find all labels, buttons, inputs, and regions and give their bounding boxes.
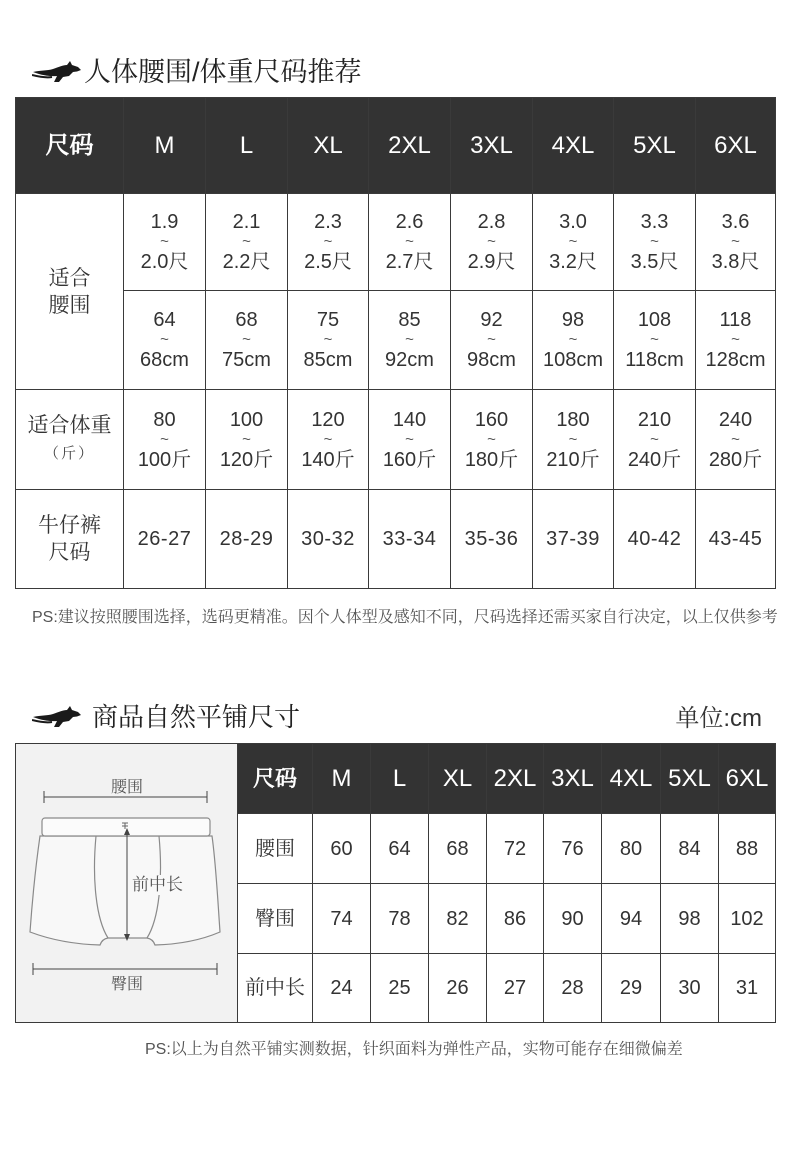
range-separator: ~	[405, 430, 414, 448]
range-separator: ~	[405, 233, 414, 250]
front-rise-value-cell: 25	[371, 954, 428, 1022]
waist-cm-cell	[451, 291, 532, 389]
range-from: 100	[229, 408, 264, 431]
waist-cm-cell	[124, 291, 205, 389]
range-from: 64	[153, 309, 176, 331]
weight-unit-label: （斤）	[43, 444, 95, 462]
diagram-front-rise-label: 前中长	[132, 875, 183, 894]
range-to: 3.8尺	[711, 251, 760, 273]
range-to: 2.7尺	[385, 251, 434, 273]
weight-cell	[288, 390, 368, 489]
range-to: 3.5尺	[630, 251, 679, 273]
hip-value-cell: 98	[661, 884, 718, 953]
range-from: 108	[637, 309, 672, 331]
size-column-header-2xl: 2XL	[487, 744, 543, 813]
waist-chi-cell	[696, 194, 775, 290]
range-to: 180斤	[464, 448, 519, 471]
range-from: 120	[311, 408, 345, 431]
flat-measurement-table	[15, 743, 776, 1023]
range-to: 160斤	[382, 448, 437, 471]
range-separator: ~	[487, 233, 496, 250]
range-separator: ~	[568, 233, 578, 250]
range-separator: ~	[487, 430, 496, 448]
range-from: 2.8	[477, 211, 506, 233]
hip-value-cell: 78	[371, 884, 428, 953]
waist-chi-cell	[369, 194, 450, 290]
hip-value-cell: 74	[313, 884, 370, 953]
size-column-header-l: L	[371, 744, 428, 813]
range-from: 80	[153, 408, 176, 431]
range-to: 3.2尺	[549, 251, 597, 273]
range-separator: ~	[160, 233, 169, 250]
range-separator: ~	[160, 430, 169, 448]
range-from: 240	[718, 408, 753, 431]
size-column-header-3xl: 3XL	[544, 744, 601, 813]
size-column-header-m: M	[124, 98, 205, 193]
range-from: 210	[637, 408, 672, 431]
diagram-cell	[16, 744, 237, 1022]
weight-cell	[451, 390, 532, 489]
hip-row-label: 臀围	[238, 884, 312, 953]
waist-value-cell: 84	[661, 814, 718, 883]
waist-chi-cell	[206, 194, 287, 290]
weight-cell	[206, 390, 287, 489]
jeans-row-label	[16, 490, 123, 588]
jeans-label-line: 尺码	[48, 541, 91, 564]
range-to: 2.5尺	[304, 251, 352, 273]
underwear-diagram	[16, 744, 237, 1022]
waist-row-label: 腰围	[238, 814, 312, 883]
hip-value-cell: 102	[719, 884, 775, 953]
diagram-waist-label: 腰围	[110, 779, 144, 796]
jeans-size-cell: 43-45	[696, 490, 775, 588]
hip-value-cell: 86	[487, 884, 543, 953]
range-to: 85cm	[303, 349, 353, 371]
waist-chi-cell	[533, 194, 613, 290]
size-column-header-5xl: 5XL	[661, 744, 718, 813]
unit-label: 单位:cm	[675, 705, 762, 732]
weight-cell	[696, 390, 775, 489]
front-rise-row-label: 前中长	[238, 954, 312, 1022]
range-from: 3.6	[721, 211, 750, 233]
weight-cell	[369, 390, 450, 489]
front-rise-value-cell: 28	[544, 954, 601, 1022]
range-from: 75	[316, 309, 340, 331]
jeans-size-cell: 40-42	[614, 490, 695, 588]
range-separator: ~	[242, 430, 251, 448]
front-rise-value-cell: 31	[719, 954, 775, 1022]
weight-row-label	[16, 390, 123, 489]
recommendation-heading	[32, 57, 362, 87]
weight-cell	[614, 390, 695, 489]
range-from: 3.0	[559, 211, 587, 233]
front-rise-value-cell: 27	[487, 954, 543, 1022]
hip-value-cell: 94	[602, 884, 660, 953]
size-column-header-3xl: 3XL	[451, 98, 532, 193]
front-rise-value-cell: 29	[602, 954, 660, 1022]
range-to: 280斤	[708, 448, 763, 471]
recommendation-note: PS:建议按照腰围选择，选码更精准。因个人体型及感知不同，尺码选择还需买家自行决定，以上仅供参考	[32, 609, 778, 626]
waist-chi-cell	[451, 194, 532, 290]
range-from: 1.9	[150, 211, 179, 233]
jeans-label-line: 牛仔裤	[38, 514, 101, 537]
range-from: 68	[235, 309, 258, 331]
waist-chi-cell	[124, 194, 205, 290]
recommendation-title: 人体腰围/体重尺码推荐	[84, 57, 362, 87]
jeans-size-cell: 37-39	[533, 490, 613, 588]
size-header: 尺码	[238, 744, 312, 813]
jeans-size-cell: 30-32	[288, 490, 368, 588]
range-from: 2.3	[314, 211, 342, 233]
size-column-header-xl: XL	[429, 744, 486, 813]
range-from: 2.6	[395, 211, 424, 233]
range-separator: ~	[242, 331, 251, 348]
range-from: 92	[480, 309, 503, 331]
range-from: 98	[561, 309, 585, 331]
weight-label: 适合体重	[27, 413, 112, 437]
range-from: 2.1	[232, 211, 261, 233]
weight-cell	[124, 390, 205, 489]
waist-value-cell: 72	[487, 814, 543, 883]
horse-logo-icon	[32, 705, 82, 729]
range-separator: ~	[242, 233, 251, 250]
hip-dimension-line	[33, 963, 217, 975]
horse-logo-icon	[32, 60, 82, 84]
jeans-size-cell: 26-27	[124, 490, 205, 588]
range-from: 85	[398, 309, 421, 331]
hip-value-cell: 82	[429, 884, 486, 953]
range-separator: ~	[323, 233, 333, 250]
range-from: 3.3	[640, 211, 669, 233]
range-to: 240斤	[627, 448, 682, 471]
range-to: 120斤	[219, 448, 274, 471]
waist-value-cell: 60	[313, 814, 370, 883]
waist-row-label	[16, 194, 123, 389]
range-separator: ~	[323, 430, 333, 448]
waist-value-cell: 76	[544, 814, 601, 883]
range-to: 100斤	[137, 448, 192, 471]
trunks-outline	[30, 836, 220, 945]
range-separator: ~	[731, 430, 740, 448]
range-to: 68cm	[140, 349, 189, 371]
range-separator: ~	[731, 331, 740, 348]
range-to: 140斤	[301, 448, 355, 471]
range-from: 140	[392, 408, 427, 431]
front-rise-value-cell: 26	[429, 954, 486, 1022]
size-header: 尺码	[16, 98, 123, 193]
range-separator: ~	[487, 331, 496, 348]
recommendation-table	[15, 97, 776, 589]
waist-value-cell: 88	[719, 814, 775, 883]
waist-cm-cell	[288, 291, 368, 389]
range-to: 128cm	[705, 349, 766, 371]
range-from: 160	[474, 408, 509, 431]
waist-cm-cell	[533, 291, 613, 389]
range-to: 98cm	[467, 349, 516, 371]
waist-chi-cell	[614, 194, 695, 290]
range-separator: ~	[568, 430, 578, 448]
waist-value-cell: 64	[371, 814, 428, 883]
size-column-header-6xl: 6XL	[696, 98, 775, 193]
range-from: 118	[719, 309, 752, 331]
range-separator: ~	[405, 331, 414, 348]
diagram-hip-label: 臀围	[110, 976, 144, 993]
range-to: 210斤	[546, 448, 600, 471]
waist-cm-cell	[369, 291, 450, 389]
size-column-header-m: M	[313, 744, 370, 813]
waist-cm-cell	[696, 291, 775, 389]
size-column-header-4xl: 4XL	[533, 98, 613, 193]
size-column-header-6xl: 6XL	[719, 744, 775, 813]
front-rise-value-cell: 30	[661, 954, 718, 1022]
waist-label-line: 腰围	[48, 293, 91, 317]
range-to: 2.0尺	[140, 251, 189, 273]
range-separator: ~	[650, 430, 659, 448]
size-column-header-2xl: 2XL	[369, 98, 450, 193]
measurement-note: PS:以上为自然平铺实测数据，针织面料为弹性产品，实物可能存在细微偏差	[145, 1041, 683, 1058]
range-to: 92cm	[385, 349, 434, 371]
hip-value-cell: 90	[544, 884, 601, 953]
range-separator: ~	[650, 331, 659, 348]
range-to: 75cm	[222, 349, 271, 371]
waist-value-cell: 68	[429, 814, 486, 883]
range-separator: ~	[323, 331, 333, 348]
waist-chi-cell	[288, 194, 368, 290]
flat-measurement-heading	[32, 702, 300, 732]
jeans-size-cell: 33-34	[369, 490, 450, 588]
jeans-size-cell: 35-36	[451, 490, 532, 588]
jeans-size-cell: 28-29	[206, 490, 287, 588]
flat-measurement-title: 商品自然平铺尺寸	[92, 702, 301, 732]
waist-value-cell: 80	[602, 814, 660, 883]
front-rise-value-cell: 24	[313, 954, 370, 1022]
size-column-header-4xl: 4XL	[602, 744, 660, 813]
size-column-header-5xl: 5XL	[614, 98, 695, 193]
range-to: 2.9尺	[467, 251, 516, 273]
range-to: 118cm	[625, 349, 684, 371]
waist-cm-cell	[614, 291, 695, 389]
range-to: 2.2尺	[222, 251, 271, 273]
range-separator: ~	[731, 233, 740, 250]
range-separator: ~	[160, 331, 169, 348]
size-column-header-l: L	[206, 98, 287, 193]
range-to: 108cm	[542, 349, 604, 371]
size-column-header-xl: XL	[288, 98, 368, 193]
waist-label-line: 适合	[48, 266, 91, 290]
waist-cm-cell	[206, 291, 287, 389]
range-separator: ~	[650, 233, 659, 250]
range-separator: ~	[568, 331, 578, 348]
range-from: 180	[556, 408, 590, 431]
weight-cell	[533, 390, 613, 489]
